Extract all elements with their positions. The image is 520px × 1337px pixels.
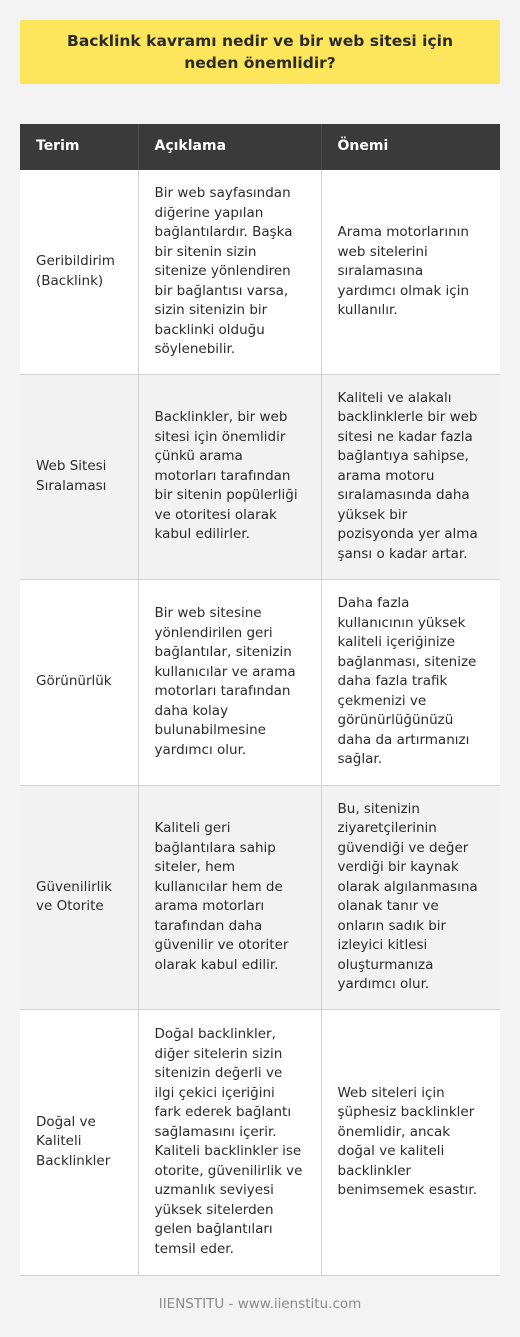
cell-importance: Arama motorlarının web sitelerini sıralamasına yardımcı olmak için kullanılır. [321, 170, 500, 374]
table-row [20, 785, 500, 1009]
footer-credit: IIENSTITU - www.iienstitu.com [158, 1296, 362, 1312]
cell-term: Görünürlük [20, 579, 138, 785]
cell-description: Kaliteli geri bağlantılara sahip siteler, hem kullanıcılar hem de arama motorları tarafından daha güvenilir ve otoriter olarak kabul edilir. [138, 785, 321, 1009]
header-importance: Önemi [321, 124, 500, 170]
header-term: Terim [20, 124, 138, 170]
cell-description: Backlinkler, bir web sitesi için önemlidir çünkü arama motorları tarafından bir sitenin popülerliği ve otoritesi olarak kabul edilirler. [138, 374, 321, 579]
cell-term: Web Sitesi Sıralaması [20, 374, 138, 579]
cell-term: Güvenilirlik ve Otorite [20, 785, 138, 1009]
cell-term: Doğal ve Kaliteli Backlinkler [20, 1009, 138, 1275]
cell-description: Doğal backlinkler, diğer sitelerin sizin sitenizin değerli ve ilgi çekici içeriğini fark ederek bağlantı sağlamasını içerir. Kaliteli backlinkler ise otorite, güvenilirlik ve uzmanlık seviyesi yüksek sitelerden gelen bağlantıları temsil eder. [138, 1009, 321, 1275]
cell-importance: Bu, sitenizin ziyaretçilerinin güvendiği ve değer verdiği bir kaynak olarak algılanmasına olanak tanır ve onların sadık bir izleyici kitlesi oluşturmanıza yardımcı olur. [321, 785, 500, 1009]
table-row [20, 374, 500, 579]
cell-term: Geribildirim (Backlink) [20, 170, 138, 374]
header-description: Açıklama [138, 124, 321, 170]
table-row [20, 579, 500, 785]
cell-importance: Daha fazla kullanıcının yüksek kaliteli içeriğinize bağlanması, sitenize daha fazla trafik çekmenizi ve görünürlüğünüzü daha da artırmanızı sağlar. [321, 579, 500, 785]
cell-importance: Web siteleri için şüphesiz backlinkler önemlidir, ancak doğal ve kaliteli backlinkler benimsemek esastır. [321, 1009, 500, 1275]
cell-importance: Kaliteli ve alakalı backlinklerle bir web sitesi ne kadar fazla bağlantıya sahipse, arama motoru sıralamasında daha yüksek bir pozisyonda yer alma şansı o kadar artar. [321, 374, 500, 579]
page-title: Backlink kavramı nedir ve bir web sitesi için neden önemlidir? [20, 20, 500, 84]
table-row [20, 1009, 500, 1275]
table-row [20, 170, 500, 374]
backlink-table [20, 124, 500, 1276]
cell-description: Bir web sitesine yönlendirilen geri bağlantılar, sitenizin kullanıcılar ve arama motorları tarafından daha kolay bulunabilmesine yardımcı olur. [138, 579, 321, 785]
table-header-row [20, 124, 500, 170]
cell-description: Bir web sayfasından diğerine yapılan bağlantılardır. Başka bir sitenin sizin sitenize yönlendiren bir bağlantısı varsa, sizin sitenizin bir backlinki olduğu söylenebilir. [138, 170, 321, 374]
